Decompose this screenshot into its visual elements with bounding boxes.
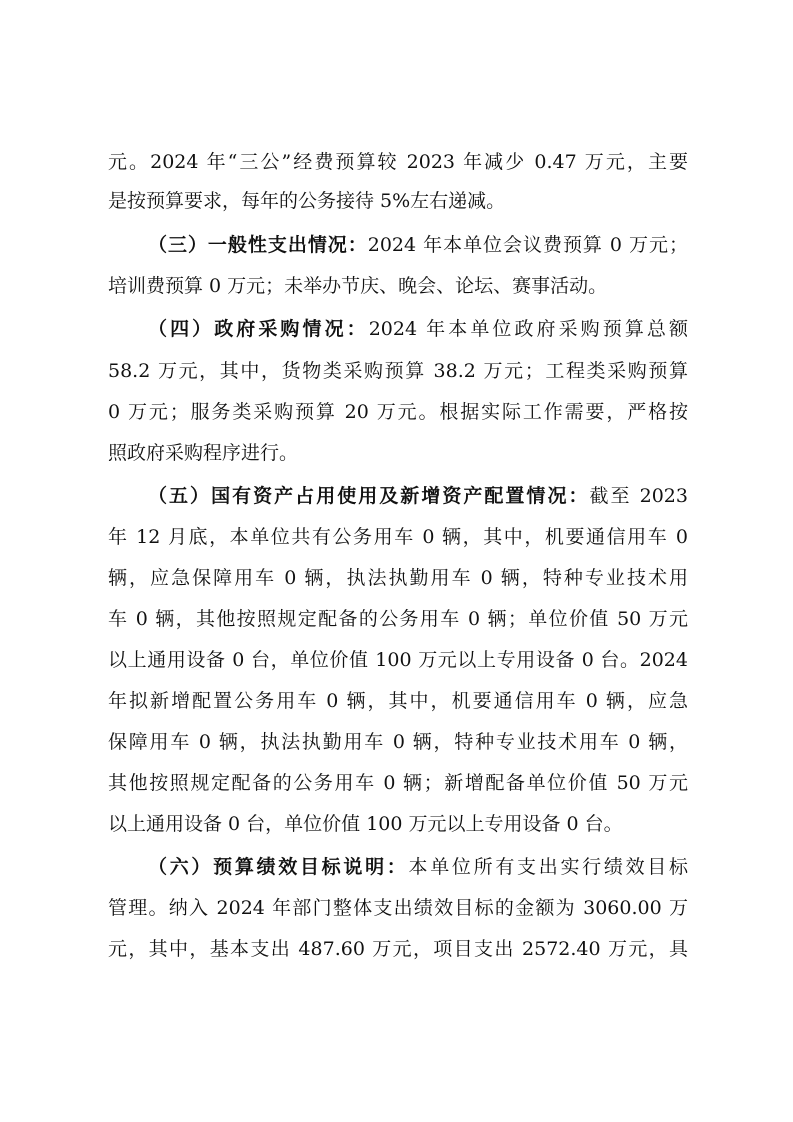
section-six-text: 本单位所有支出实行绩效目标 — [408, 856, 688, 878]
section-three-heading: （三）一般性支出情况： — [148, 234, 368, 256]
section-five-heading: （五）国有资产占用使用及新增资产配置情况： — [148, 485, 590, 507]
section-six-heading: （六）预算绩效目标说明： — [148, 856, 409, 878]
text-line: 照政府采购程序进行。 — [108, 442, 299, 464]
section-three-text: 2024 年本单位会议费预算 0 万元； — [367, 234, 688, 256]
text-line: 培训费预算 0 万元；未举办节庆、晚会、论坛、赛事活动。 — [108, 275, 608, 297]
text-line: 0 万元；服务类采购预算 20 万元。根据实际工作需要，严格按 — [108, 401, 688, 423]
text-line: 是按预算要求，每年的公务接待 5%左右递减。 — [108, 190, 506, 212]
text-line: 58.2 万元，其中，货物类采购预算 38.2 万元；工程类采购预算 — [108, 360, 688, 382]
section-six-line — [148, 852, 688, 882]
text-line: 年 12 月底，本单位共有公务用车 0 辆，其中，机要通信用车 0 — [108, 526, 688, 548]
section-four-heading: （四）政府采购情况： — [148, 318, 369, 340]
text-line: 元。2024 年“三公”经费预算较 2023 年减少 0.47 万元，主要 — [108, 151, 688, 173]
text-line: 元，其中，基本支出 487.60 万元，项目支出 2572.40 万元，具 — [108, 938, 688, 960]
section-three-line — [148, 230, 688, 260]
text-line: 车 0 辆，其他按照规定配备的公务用车 0 辆；单位价值 50 万元 — [108, 608, 688, 630]
section-four-text: 2024 年本单位政府采购预算总额 — [368, 318, 688, 340]
text-line: 保障用车 0 辆，执法执勤用车 0 辆，特种专业技术用车 0 辆， — [108, 731, 688, 753]
text-line: 管理。纳入 2024 年部门整体支出绩效目标的金额为 3060.00 万 — [108, 897, 688, 919]
text-line: 以上通用设备 0 台，单位价值 100 万元以上专用设备 0 台。 — [108, 813, 623, 835]
text-line: 年拟新增配置公务用车 0 辆，其中，机要通信用车 0 辆，应急 — [108, 690, 688, 712]
section-five-line — [148, 481, 688, 511]
text-line: 其他按照规定配备的公务用车 0 辆；新增配备单位价值 50 万元 — [108, 772, 688, 794]
text-line: 辆，应急保障用车 0 辆，执法执勤用车 0 辆，特种专业技术用 — [108, 567, 688, 589]
text-line: 以上通用设备 0 台，单位价值 100 万元以上专用设备 0 台。2024 — [108, 649, 688, 671]
section-five-text: 截至 2023 — [589, 485, 688, 507]
section-four-line — [148, 314, 688, 344]
